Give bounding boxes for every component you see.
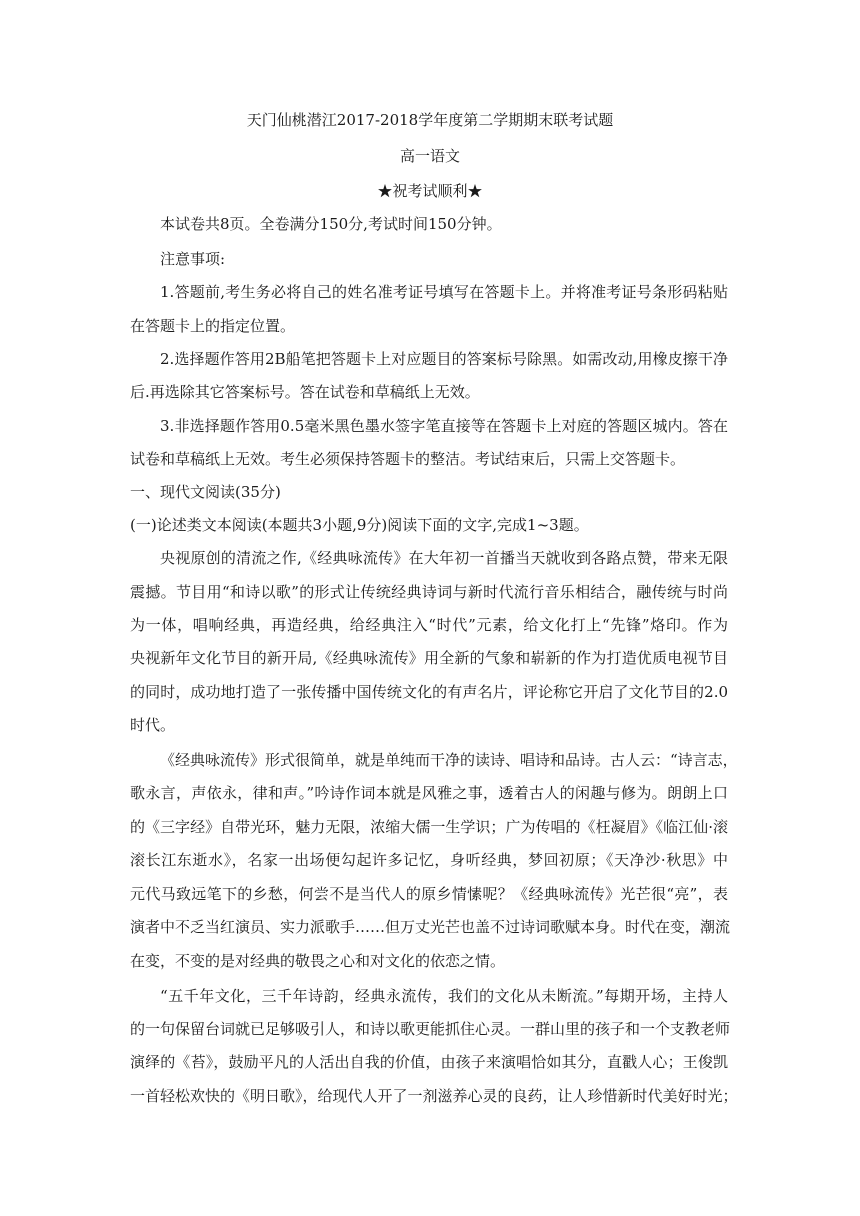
passage-p3-line-2: 的一句保留台词就已足够吸引人，和诗以歌更能抓住心灵。一群山里的孩子和一个支教老师: [130, 1020, 731, 1038]
notice-item-1-line-2: 在答题卡上的指定位置。: [130, 317, 296, 335]
exam-info: 本试卷共8页。全卷满分150分,考试时间150分钟。: [160, 215, 502, 233]
passage-p2-line-1: 《经典咏流传》形式很简单，就是单纯而干净的读诗、唱诗和品诗。古人云：“诗言志，: [160, 751, 738, 769]
passage-p1-line-2: 震撼。节目用“和诗以歌”的形式让传统经典诗词与新时代流行音乐相结合，融传统与时尚: [130, 583, 728, 601]
notice-title: 注意事项:: [160, 250, 226, 268]
notice-item-2-line-2: 后.再选除其它答案标号。答在试卷和草稿纸上无效。: [130, 383, 480, 401]
passage-p1-line-4: 央视新年文化节目的新开局,《经典咏流传》用全新的气象和崭新的作为打造优质电视节目: [130, 649, 728, 667]
good-luck-banner: ★祝考试顺利★: [377, 182, 483, 200]
passage-p1-line-1: 央视原创的清流之作,《经典咏流传》在大年初一首播当天就收到各路点赞，带来无限: [160, 549, 728, 567]
notice-item-2-line-1: 2.选择题作答用2B船笔把答题卡上对应题目的答案标号除黑。如需改动,用橡皮擦干净: [160, 350, 728, 368]
passage-p3-line-3: 演绎的《苔》，鼓励平凡的人活出自我的价值，由孩子来演唱恰如其分，直戳人心；王俊凯: [130, 1053, 728, 1071]
exam-title: 天门仙桃潜江2017-2018学年度第二学期期末联考试题: [246, 111, 614, 129]
passage-p2-line-4: 滚长江东逝水》，名家一出场便勾起许多记忆，身听经典，梦回初原；《天净沙·秋思》中: [130, 851, 728, 869]
notice-item-1-line-1: 1.答题前,考生务必将自己的姓名准考证号填写在答题卡上。并将准考证号条形码粘贴: [160, 283, 728, 301]
passage-p1-line-3: 为一体，唱响经典，再造经典，给经典注入“时代”元素，给文化打上“先锋”烙印。作为: [130, 616, 728, 634]
subject-title: 高一语文: [399, 147, 460, 165]
notice-item-3-line-1: 3.非选择题作答用0.5毫米黑色墨水签字笔直接等在答题卡上对庭的答题区城内。答在: [160, 417, 728, 435]
passage-p2-line-3: 的《三字经》自带光环，魅力无限，浓缩大儒一生学识；广为传唱的《枉凝眉》《临江仙·滚: [130, 818, 728, 836]
passage-p2-line-2: 歌永言，声依永，律和声。”吟诗作词本就是风雅之事，透着古人的闲趣与修为。朗朗上口: [130, 784, 728, 802]
passage-p3-line-4: 一首轻松欢快的《明日歌》，给现代人开了一剂滋养心灵的良药，让人珍惜新时代美好时光；: [130, 1087, 738, 1105]
section-heading: 一、现代文阅读(35分): [130, 483, 281, 501]
passage-p2-line-5: 元代马致远笔下的乡愁，何尝不是当代人的原乡情愫呢？《经典咏流传》光芒很“亮”，表: [130, 885, 728, 903]
sub-section-heading: (一)论述类文本阅读(本题共3小题,9分)阅读下面的文字,完成1~3题。: [130, 516, 589, 534]
passage-p1-line-5: 的同时，成功地打造了一张传播中国传统文化的有声名片，评论称它开启了文化节目的2.0: [130, 683, 728, 701]
passage-p2-line-6: 演者中不乏当红演员、实力派歌手……但万丈光芒也盖不过诗词歌赋本身。时代在变，潮流: [130, 918, 731, 936]
passage-p3-line-1: “五千年文化，三千年诗韵，经典永流传，我们的文化从未断流。”每期开场，主持人: [160, 987, 728, 1005]
notice-item-3-line-2: 试卷和草稿纸上无效。考生必须保持答题卡的整洁。考试结束后，只需上交答题卡。: [130, 450, 686, 468]
passage-p1-line-6: 时代。: [130, 716, 176, 734]
passage-p2-line-7: 在变，不变的是对经典的敬畏之心和对文化的依恋之情。: [130, 952, 506, 970]
